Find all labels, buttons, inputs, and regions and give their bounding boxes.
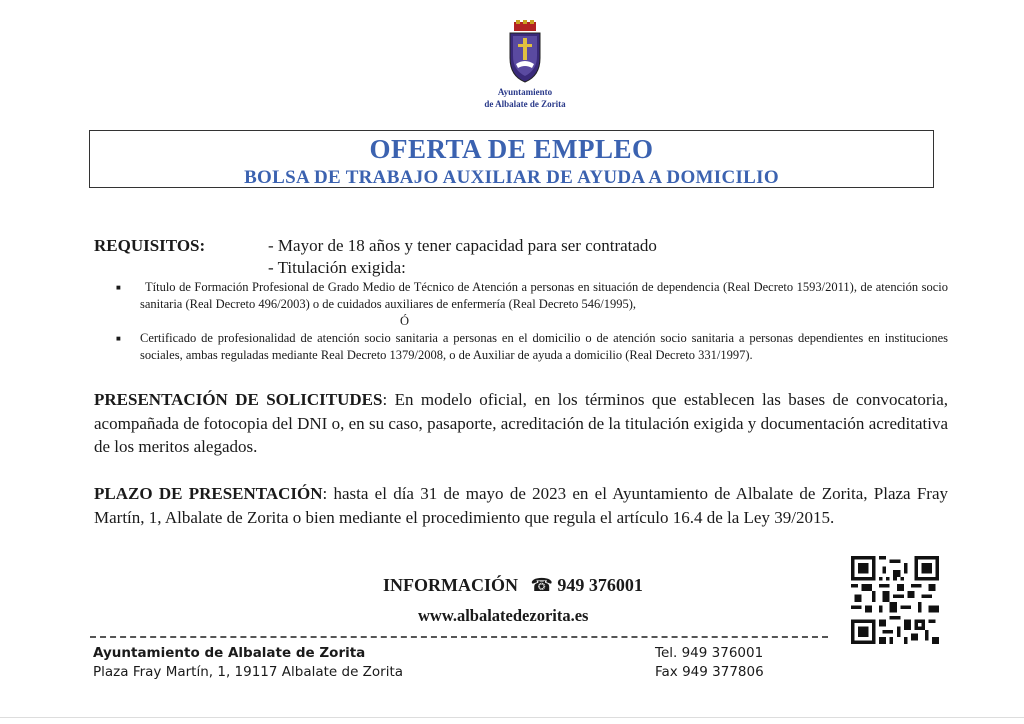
phone-icon: ☎ — [530, 575, 553, 595]
footer-address: Plaza Fray Martín, 1, 19117 Albalate de Zorita — [93, 664, 404, 680]
footer-tel: Tel. 949 376001 — [655, 645, 764, 661]
requisitos-heading: REQUISITOS: — [94, 236, 206, 255]
plazo-text: : hasta el día 31 de mayo de 2023 en el Ayuntamiento de Albalate de Zorita, Plaza Fray Martín, 1, Albalate de Zorita o bien mediante el procedimiento que regula el artículo 16.4 de la Ley 39/2015. — [94, 484, 948, 527]
footer-separator — [90, 636, 828, 638]
titulo-option-1: Título de Formación Profesional de Grado Medio de Técnico de Atención a personas en situación de dependencia (Real Decreto 1593/2011), de atención socio sanitaria (Real Decreto 496/2003) o de cuidados auxiliares de enfermería (Real Decreto 546/1995), — [140, 280, 948, 311]
page-subtitle: BOLSA DE TRABAJO AUXILIAR DE AYUDA A DOMICILIO — [244, 167, 779, 188]
presentacion-paragraph — [94, 388, 948, 459]
info-label: INFORMACIÓN — [383, 575, 518, 595]
or-separator: Ó — [400, 314, 410, 328]
bullet-icon: ■ — [116, 334, 121, 343]
requisito-item: - Titulación exigida: — [268, 258, 406, 277]
page-title: OFERTA DE EMPLEO — [369, 134, 654, 164]
footer-fax: Fax 949 377806 — [655, 664, 764, 680]
plazo-heading: PLAZO DE PRESENTACIÓN — [94, 484, 323, 503]
page-edge-line — [0, 717, 1024, 718]
info-phone: 949 376001 — [557, 575, 643, 595]
crest-caption-line1: Ayuntamiento — [497, 87, 553, 97]
qr-code-icon[interactable] — [848, 556, 942, 644]
presentacion-heading: PRESENTACIÓN DE SOLICITUDES — [94, 390, 383, 409]
crest-caption-line2: de Albalate de Zorita — [484, 99, 566, 109]
bullet-icon: ■ — [116, 283, 121, 292]
footer-org: Ayuntamiento de Albalate de Zorita — [93, 645, 366, 661]
info-line — [383, 575, 643, 596]
titulo-option-2: Certificado de profesionalidad de atención socio sanitaria a personas en el domicilio o de atención socio sanitaria a personas dependientes en instituciones sociales, ambas reguladas mediante Real Decreto 1379/2008, o de Auxiliar de ayuda a domicilio (Real Decreto 331/1997). — [140, 331, 948, 362]
requisito-item: - Mayor de 18 años y tener capacidad para ser contratado — [268, 236, 657, 255]
website-link[interactable]: www.albalatedezorita.es — [418, 606, 589, 625]
coat-of-arms-logo — [505, 20, 545, 84]
presentacion-text: : En modelo oficial, en los términos que establecen las bases de convocatoria, acompañada de fotocopia del DNI o, en su caso, pasaporte, acreditación de la titulación exigida y documentación acreditativa de los meritos alegados. — [94, 390, 948, 456]
plazo-paragraph — [94, 482, 948, 529]
